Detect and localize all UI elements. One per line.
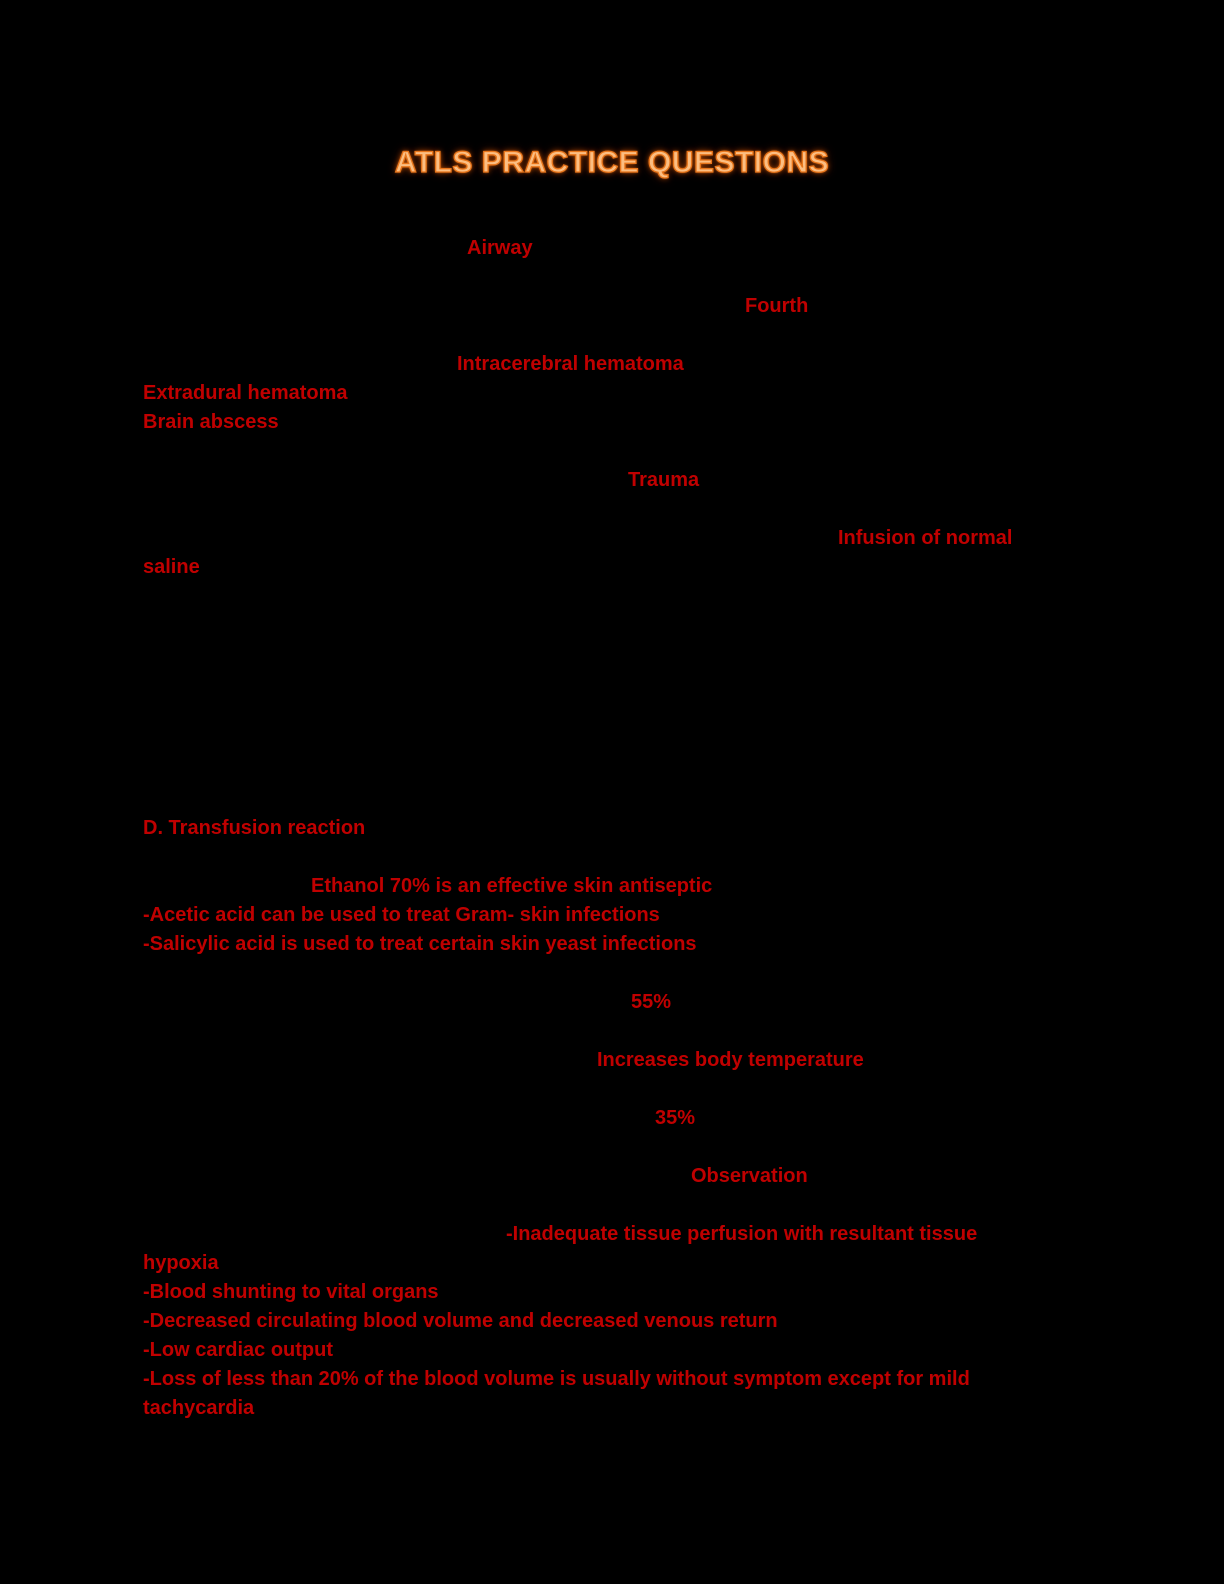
answer-infusion-of-normal: Infusion of normal [838,527,1013,549]
answer-airway: Airway [467,237,533,259]
answer-increases-body-temperature: Increases body temperature [597,1049,864,1071]
answer-transfusion-reaction: D. Transfusion reaction [143,817,366,839]
answer-hypoxia: hypoxia [143,1252,219,1274]
answer-loss-less-than-20: -Loss of less than 20% of the blood volume is usually without symptom except for mild [143,1368,970,1390]
answer-inadequate-perfusion: -Inadequate tissue perfusion with resultant tissue [506,1223,978,1245]
answer-observation: Observation [691,1165,808,1187]
answer-brain-abscess: Brain abscess [143,411,279,433]
answer-fourth: Fourth [745,295,809,317]
answer-decreased-circulating: -Decreased circulating blood volume and decreased venous return [143,1310,778,1332]
answer-blood-shunting: -Blood shunting to vital organs [143,1281,439,1303]
answer-salicylic-acid: -Salicylic acid is used to treat certain skin yeast infections [143,933,697,955]
answer-ethanol-antiseptic: Ethanol 70% is an effective skin antiseptic [311,875,713,897]
answer-55-percent: 55% [631,991,672,1013]
answer-acetic-acid: -Acetic acid can be used to treat Gram- skin infections [143,904,660,926]
document-title: ATLS PRACTICE QUESTIONS [394,146,830,179]
answer-tachycardia: tachycardia [143,1397,255,1419]
answer-extradural-hematoma: Extradural hematoma [143,382,348,404]
answer-trauma: Trauma [628,469,700,491]
answer-low-cardiac-output: -Low cardiac output [143,1339,333,1361]
answer-saline: saline [143,556,200,578]
answer-35-percent: 35% [655,1107,696,1129]
answer-intracerebral-hematoma: Intracerebral hematoma [457,353,684,375]
